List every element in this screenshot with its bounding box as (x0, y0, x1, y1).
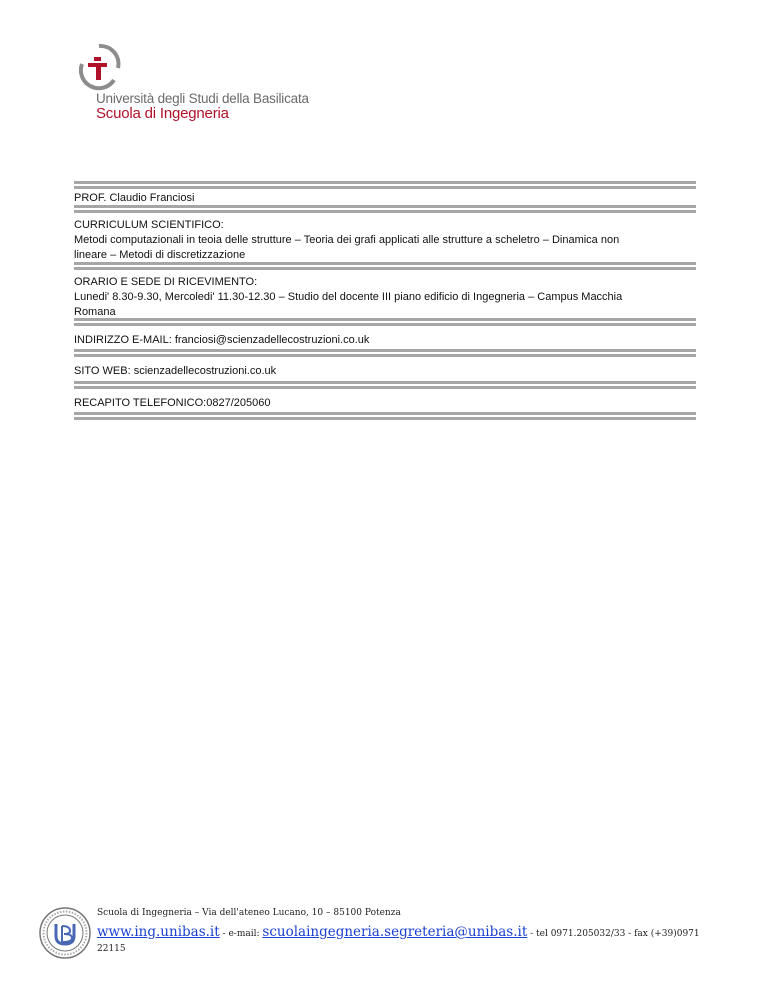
curriculum-section (74, 218, 696, 263)
section-heading: ORARIO E SEDE DI RICEVIMENTO: (74, 276, 258, 288)
separator (74, 205, 696, 214)
office-hours-section (74, 275, 696, 320)
phone-section (74, 396, 696, 411)
footer-contacts (97, 925, 737, 957)
separator (74, 412, 696, 421)
section-line: SITO WEB: scienzadellecostruzioni.co.uk (74, 365, 277, 377)
section-line: Lunedi' 8.30-9.30, Mercoledi' 11.30-12.30 – Studio del docente III piano edificio di Ingegneria – Campus Macchia (74, 291, 623, 303)
professor-name (74, 191, 696, 206)
phone-fax-text: - tel 0971.205032/33 - fax (+39)0971 (530, 929, 700, 939)
university-name: Università degli Studi della Basilicata (96, 91, 309, 106)
footer-address: Scuola di Ingegneria – Via dell'ateneo Lucano, 10 – 85100 Potenza (97, 908, 401, 918)
section-line: Romana (74, 306, 116, 318)
university-seal-icon (38, 906, 92, 960)
website-link[interactable]: www.ing.unibas.it (97, 924, 220, 940)
fax-continuation: 22115 (97, 944, 126, 954)
university-logo-icon (74, 42, 124, 92)
separator (74, 381, 696, 390)
email-link[interactable]: scuolaingegneria.segreteria@unibas.it (262, 924, 528, 940)
section-line: Metodi computazionali in teoia delle strutture – Teoria dei grafi applicati alle strutture a scheletro – Dinamica non (74, 234, 620, 246)
section-line: RECAPITO TELEFONICO:0827/205060 (74, 397, 271, 409)
section-heading: CURRICULUM SCIENTIFICO: (74, 219, 224, 231)
separator (74, 181, 696, 190)
separator (74, 262, 696, 271)
email-section (74, 333, 696, 348)
website-section (74, 364, 696, 379)
section-line: PROF. Claudio Franciosi (74, 192, 195, 204)
school-name: Scuola di Ingegneria (96, 105, 229, 122)
separator (74, 349, 696, 358)
section-line: lineare – Metodi di discretizzazione (74, 249, 246, 261)
section-line: INDIRIZZO E-MAIL: franciosi@scienzadellecostruzioni.co.uk (74, 334, 370, 346)
email-label: - e-mail: (222, 929, 260, 939)
